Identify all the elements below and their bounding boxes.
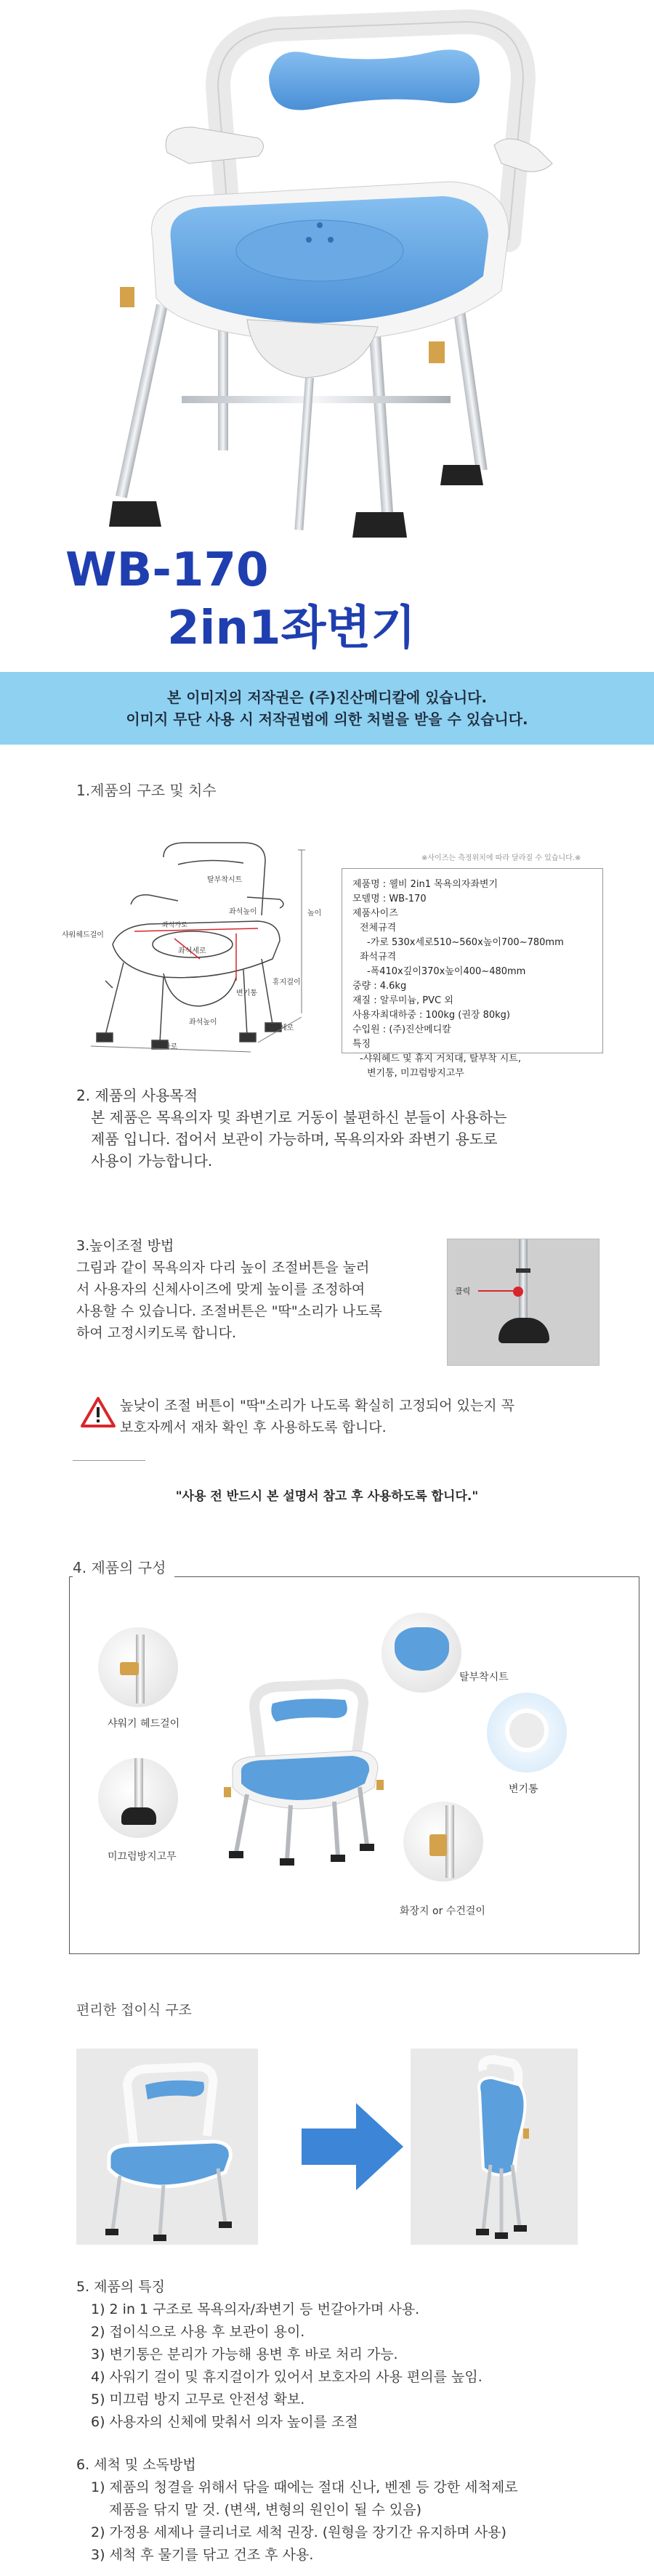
spec-line: 재질 : 알루미늄, PVC 외 — [352, 995, 453, 1006]
spec-line: 변기통, 미끄럼방지고무 — [367, 1068, 464, 1079]
diagram-label-seat-removable: 탈부착시트 — [207, 876, 243, 884]
arrow-right-icon — [298, 2099, 407, 2194]
seat-photo — [382, 1613, 461, 1693]
composition-chair-image — [211, 1678, 400, 1867]
folding-title: 편리한 접이식 구조 — [76, 2002, 192, 2018]
section-3 — [76, 1235, 454, 1344]
section-2-line-1: 본 제품은 목욕의자 및 좌변기로 거동이 불편하신 분들이 사용하는 — [91, 1109, 507, 1126]
section-6 — [76, 2454, 518, 2567]
shower-holder-photo — [98, 1627, 178, 1707]
hero-product-image — [0, 0, 654, 552]
section-2-title: 2. 제품의 사용목적 — [76, 1087, 198, 1104]
copyright-line-2: 이미지 무단 사용 시 저작권법에 의한 처벌을 받을 수 있습니다. — [126, 710, 528, 728]
spec-line: 특징 — [352, 1039, 371, 1050]
feature-item: 1) 2 in 1 구조로 목욕의자/좌변기 등 번갈아가며 사용. — [91, 2301, 420, 2317]
product-title — [65, 541, 416, 657]
feature-item: 3) 변기통은 분리가 가능해 용변 후 바로 처리 가능. — [91, 2346, 398, 2362]
label-anti-slip: 미끄럼방지고무 — [108, 1851, 177, 1863]
spec-line: 사용자최대하중 : 100kg (권장 80kg) — [352, 1010, 510, 1021]
spec-line: 제품명 : 웰비 2in1 목욕의자좌변기 — [352, 879, 498, 890]
diagram-label-seat-depth: 좌석세로 — [178, 947, 206, 955]
product-subtitle: 2in1좌변기 — [167, 602, 416, 655]
feature-item: 4) 사워기 걸이 및 휴지걸이가 있어서 보호자의 사용 편의를 높임. — [91, 2369, 483, 2385]
section-6-title: 6. 세척 및 소독방법 — [76, 2457, 196, 2473]
diagram-label-shower-holder: 샤워헤드걸이 — [62, 931, 104, 939]
section-1-title: 1.제품의 구조 및 치수 — [76, 782, 217, 799]
diagram-label-depth-ref: 좌석높이 — [189, 1018, 217, 1026]
diagram-label-seat-width: 좌석가로 — [162, 922, 187, 929]
label-bowl: 변기통 — [509, 1783, 538, 1795]
section-3-line-4: 하여 고정시키도록 합니다. — [76, 1325, 237, 1341]
copyright-banner — [0, 672, 654, 745]
diagram-label-depth: 세로 — [280, 1024, 294, 1032]
click-label: 클릭 — [455, 1287, 471, 1296]
diagram-label-width: 가로 — [164, 1043, 178, 1051]
feature-item: 5) 미끄럼 방지 고무로 안전성 확보. — [91, 2391, 305, 2407]
diagram-label-towel-hanger: 휴지걸이 — [272, 979, 301, 987]
section-3-line-2: 서 사용자의 신체사이즈에 맞게 높이를 조정하여 — [76, 1281, 366, 1297]
size-note: ※사이즈는 측정위치에 따라 달라질 수 있습니다.※ — [421, 854, 581, 862]
spec-line: 중량 : 4.6kg — [352, 981, 407, 992]
cleaning-item-cont: 제품을 닦지 말 것. (변색, 변형의 원인이 될 수 있음) — [109, 2502, 421, 2518]
diagram-label-bowl: 변기통 — [236, 989, 257, 997]
section-4-title: 4. 제품의 구성 — [73, 1556, 174, 1577]
product-model: WB-170 — [65, 543, 269, 597]
anti-slip-photo — [98, 1758, 178, 1838]
spec-line: -폭410x깊이370x높이400~480mm — [367, 966, 526, 977]
warning-line-1: 높낮이 조절 버튼이 "딱"소리가 나도록 확실히 고정되어 있는지 꼭 — [120, 1398, 515, 1414]
section-2-line-2: 제품 입니다. 접어서 보관이 가능하며, 목욕의자와 좌변기 용도로 — [91, 1130, 498, 1148]
section-3-line-3: 사용할 수 있습니다. 조절버튼은 "딱"소리가 나도록 — [76, 1303, 382, 1319]
warning-divider — [73, 1460, 145, 1461]
warning-icon — [80, 1396, 116, 1428]
unfolded-photo — [76, 2049, 258, 2245]
copyright-line-1: 본 이미지의 저작권은 (주)진산메디칼에 있습니다. — [166, 689, 488, 706]
cleaning-item: 1) 제품의 청결을 위해서 닦을 때에는 절대 신나, 벤젠 등 강한 세척제로 — [91, 2479, 518, 2495]
section-2 — [76, 1085, 629, 1172]
label-seat: 탈부착시트 — [459, 1672, 509, 1683]
cleaning-item: 3) 세척 후 물기를 닦고 건조 후 사용. — [91, 2547, 314, 2563]
spec-line: 수입원 : (주)진산메디칼 — [352, 1024, 451, 1035]
feature-item: 2) 접이식으로 사용 후 보관이 용이. — [91, 2324, 305, 2340]
section-3-title: 3.높이조절 방법 — [76, 1238, 174, 1254]
folded-photo — [411, 2049, 578, 2245]
spec-list — [352, 878, 592, 1081]
diagram-label-seat-height: 좌석높이 — [229, 908, 257, 916]
cleaning-item: 2) 가정용 세제나 클리너로 세척 권장. (원형을 장기간 유지하며 사용) — [91, 2524, 506, 2540]
spec-line: 모델명 : WB-170 — [352, 894, 427, 904]
towel-hanger-photo — [403, 1802, 483, 1882]
label-towel-hanger: 화장지 or 수건걸이 — [400, 1905, 485, 1917]
spec-line: -샤워헤드 및 휴지 거치대, 탈부착 시트, — [360, 1053, 521, 1064]
bowl-photo — [487, 1693, 567, 1773]
section-5 — [76, 2276, 483, 2434]
dimension-diagram — [62, 835, 338, 1053]
spec-line: 제품사이즈 — [352, 908, 398, 919]
section-2-line-3: 사용이 가능합니다. — [91, 1152, 213, 1170]
section-5-title: 5. 제품의 특징 — [76, 2279, 165, 2295]
label-shower-holder: 샤워기 헤드걸이 — [108, 1718, 180, 1730]
spec-line: -가로 530x세로510~560x높이700~780mm — [367, 937, 564, 948]
spec-line: 전체규격 — [360, 923, 397, 933]
hero-section — [0, 0, 654, 654]
spec-box — [342, 868, 603, 1079]
feature-item: 6) 사용자의 신체에 맞춰서 의자 높이를 조절 — [91, 2414, 358, 2430]
caution-text: "사용 전 반드시 본 설명서 참고 후 사용하도록 합니다." — [175, 1489, 479, 1504]
spec-line: 좌석규격 — [360, 952, 397, 963]
height-adjust-photo — [447, 1239, 600, 1366]
diagram-label-height: 높이 — [307, 910, 322, 918]
section-3-line-1: 그림과 같이 목욕의자 다리 높이 조절버튼을 눌러 — [76, 1260, 370, 1276]
warning-line-2: 보호자께서 재차 확인 후 사용하도록 합니다. — [120, 1419, 387, 1435]
warning-text — [120, 1395, 514, 1438]
